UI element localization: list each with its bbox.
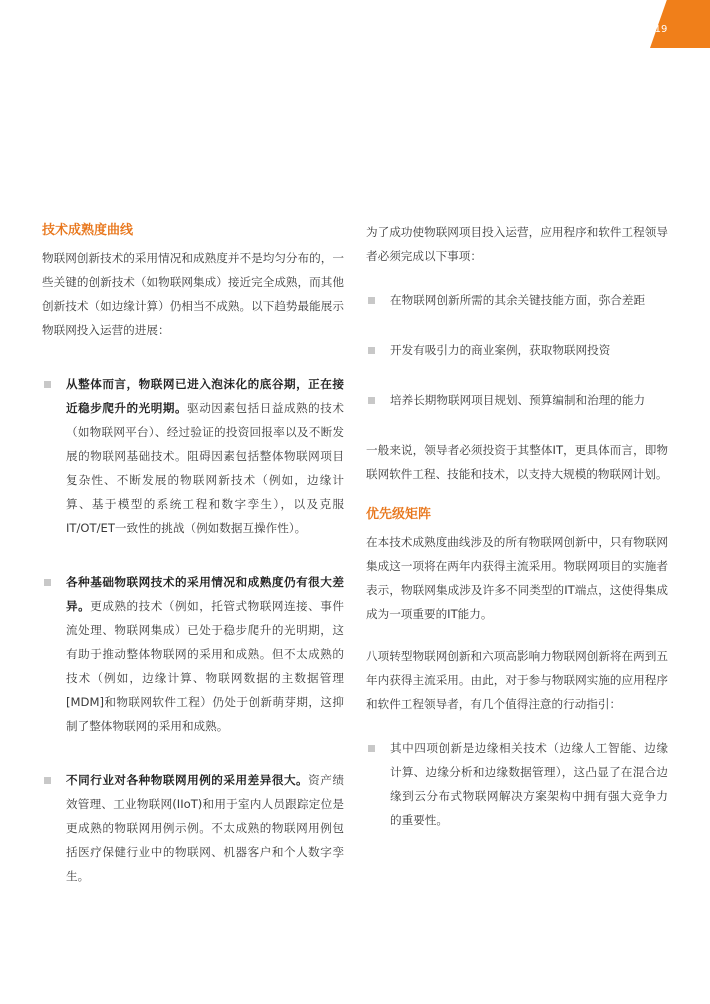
list-item [42,570,344,738]
bullet-text: 更成熟的技术（例如，托管式物联网连接、事件流处理、物联网集成）已处于稳步爬升的光明期，这有助于推动整体物联网的采用和成熟。但不太成熟的技术（例如，边缘计算、物联网数据的主数据管理[MDM]和物联网软件工程）仍处于创新萌芽期，这抑制了整体物联网的采用和成熟。 [66,599,344,733]
bullet-square-icon [44,579,51,586]
bullet-text: 培养长期物联网项目规划、预算编制和治理的能力 [390,393,646,407]
bullet-square-icon [44,777,51,784]
priority-paragraph-1: 在本技术成熟度曲线涉及的所有物联网创新中，只有物联网集成这一项将在两年内获得主流采用。物联网项目的实施者表示，物联网集成涉及许多不同类型的IT端点，这使得集成成为一项重要的IT能力。 [366,535,668,621]
list-item [366,338,668,362]
bullet-text: 资产绩效管理、工业物联网(IIoT)和用于室内人员跟踪定位是更成熟的物联网用例示例。不太成熟的物联网用例包括医疗保健行业中的物联网、机器客户和个人数字孪生。 [66,773,344,883]
bullet-square-icon [44,381,51,388]
bullet-lead: 从整体而言，物联网已进入泡沫化的底谷期，正在接近稳步爬升的光明期。 [66,377,344,415]
list-item [366,388,668,412]
bullet-square-icon [368,297,375,304]
intro-paragraph: 物联网创新技术的采用情况和成熟度并不是均匀分布的，一些关键的创新技术（如物联网集成）接近完全成熟，而其他创新技术（如边缘计算）仍相当不成熟。以下趋势最能展示物联网投入运营的进展： [42,251,344,337]
trend-list [42,372,344,888]
left-column [42,220,344,888]
bullet-square-icon [368,745,375,752]
list-item [366,288,668,312]
bullet-lead: 各种基础物联网技术的采用情况和成熟度仍有很大差异。 [66,575,344,613]
list-item [366,736,668,832]
section-heading-hype-cycle: 技术成熟度曲线 [42,223,134,238]
section-heading-priority-matrix: 优先级矩阵 [366,507,432,522]
bullet-square-icon [368,347,375,354]
bullet-text: 开发有吸引力的商业案例，获取物联网投资 [390,343,611,357]
list-item [42,768,344,888]
investment-paragraph: 一般来说，领导者必须投资于其整体IT，更具体而言，即物联网软件工程、技能和技术，以支持大规模的物联网计划。 [366,443,668,481]
guidance-list [366,736,668,832]
right-column [366,220,668,832]
priority-paragraph-2: 八项转型物联网创新和六项高影响力物联网创新将在两到五年内获得主流采用。由此，对于参与物联网实施的应用程序和软件工程领导者，有几个值得注意的行动指引： [366,649,668,711]
bullet-text: 驱动因素包括日益成熟的技术（如物联网平台）、经过验证的投资回报率以及不断发展的物联网基础技术。阻碍因素包括整体物联网项目复杂性、不断发展的物联网新技术（例如，边缘计算、基于模型的系统工程和数字孪生），以及克服IT/OT/ET一致性的挑战（例如数据互操作性）。 [66,401,344,535]
page-number: 19 [654,24,668,35]
bullet-text: 其中四项创新是边缘相关技术（边缘人工智能、边缘计算、边缘分析和边缘数据管理），这凸显了在混合边缘到云分布式物联网解决方案架构中拥有强大竞争力的重要性。 [390,741,668,827]
action-list [366,288,668,412]
bullet-square-icon [368,397,375,404]
bullet-text: 在物联网创新所需的其余关键技能方面，弥合差距 [390,293,646,307]
right-intro-paragraph: 为了成功使物联网项目投入运营，应用程序和软件工程领导者必须完成以下事项： [366,225,668,263]
bullet-lead: 不同行业对各种物联网用例的采用差异很大。 [66,773,309,787]
list-item [42,372,344,540]
